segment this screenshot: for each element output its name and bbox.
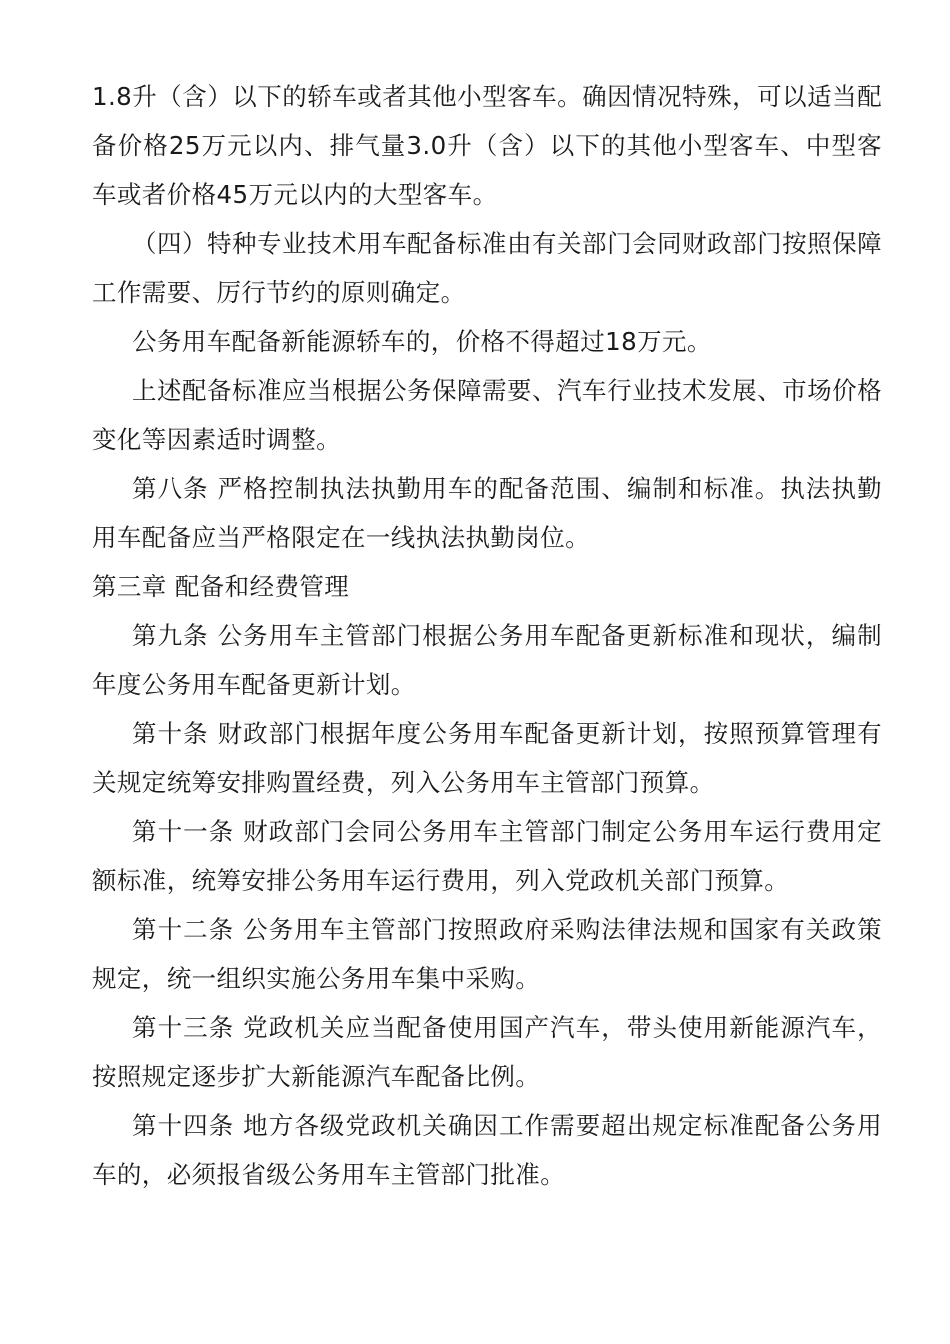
paragraph-article-13: 第十三条 党政机关应当配备使用国产汽车，带头使用新能源汽车，按照规定逐步扩大新能源汽车配备比例。: [92, 1013, 882, 1091]
paragraph-article-14: 第十四条 地方各级党政机关确因工作需要超出规定标准配备公务用车的，必须报省级公务用车主管部门批准。: [92, 1111, 882, 1189]
paragraph-adjustment: 上述配备标准应当根据公务保障需要、汽车行业技术发展、市场价格变化等因素适时调整。: [92, 376, 882, 454]
paragraph-new-energy: 公务用车配备新能源轿车的，价格不得超过18万元。: [132, 327, 712, 356]
document-body: [92, 72, 882, 1199]
paragraph-special-vehicles: （四）特种专业技术用车配备标准由有关部门会同财政部门按照保障工作需要、厉行节约的原则确定。: [92, 229, 882, 307]
paragraph-article-8: 第八条 严格控制执法执勤用车的配备范围、编制和标准。执法执勤用车配备应当严格限定在一线执法执勤岗位。: [92, 474, 882, 552]
paragraph-continued: 1.8升（含）以下的轿车或者其他小型客车。确因情况特殊，可以适当配备价格25万元以内、排气量3.0升（含）以下的其他小型客车、中型客车或者价格45万元以内的大型客车。: [92, 82, 882, 209]
chapter-heading: 第三章 配备和经费管理: [92, 572, 350, 601]
paragraph-article-9: 第九条 公务用车主管部门根据公务用车配备更新标准和现状，编制年度公务用车配备更新计划。: [92, 621, 882, 699]
paragraph-article-10: 第十条 财政部门根据年度公务用车配备更新计划，按照预算管理有关规定统筹安排购置经费，列入公务用车主管部门预算。: [92, 719, 882, 797]
paragraph-article-12: 第十二条 公务用车主管部门按照政府采购法律法规和国家有关政策规定，统一组织实施公务用车集中采购。: [92, 915, 882, 993]
paragraph-article-11: 第十一条 财政部门会同公务用车主管部门制定公务用车运行费用定额标准，统筹安排公务用车运行费用，列入党政机关部门预算。: [92, 817, 882, 895]
